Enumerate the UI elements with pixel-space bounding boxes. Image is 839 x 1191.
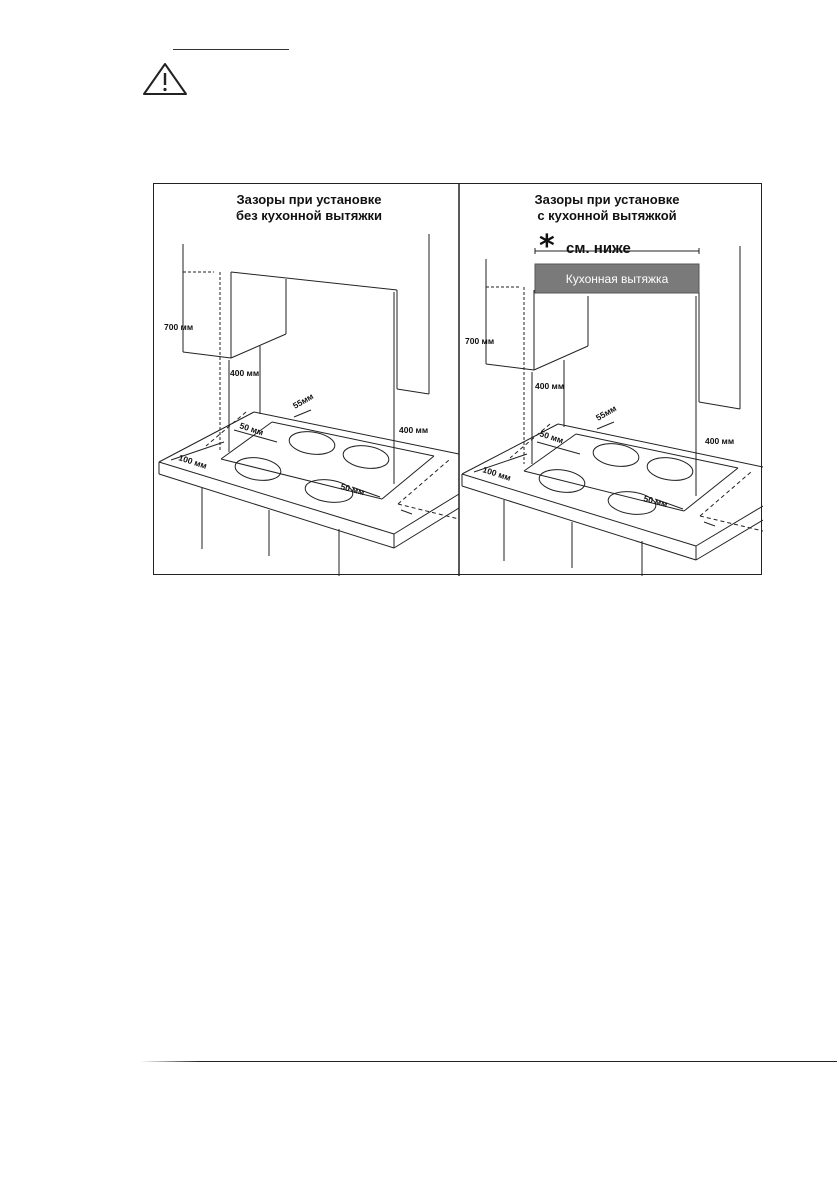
label-cabinet-height: 700 мм <box>164 322 194 332</box>
label-above-hob: 400 мм <box>535 381 565 391</box>
warning-icon <box>142 62 188 96</box>
label-wall-right: 400 мм <box>705 436 735 446</box>
installation-clearance-figure <box>153 183 762 575</box>
label-above-hob: 400 мм <box>230 368 260 378</box>
footer-rule-fade <box>140 1060 200 1063</box>
label-front-gap: 100 мм <box>481 464 513 483</box>
top-rule <box>173 49 289 50</box>
hood-label: Кухонная вытяжка <box>565 272 669 286</box>
label-side-gap-right: 50 мм <box>339 481 366 498</box>
label-wall-right: 400 мм <box>399 425 429 435</box>
note-see-below: см. ниже <box>566 240 631 257</box>
label-back-gap: 55мм <box>291 391 316 411</box>
label-side-gap-right: 50 мм <box>642 493 669 510</box>
panel-right-title-line1: Зазоры при установке <box>534 192 680 207</box>
panel-right-title <box>512 192 702 224</box>
panel-left-title-line2: без кухонной вытяжки <box>235 208 383 223</box>
figure-drawing <box>154 184 763 576</box>
panel-left-title-line1: Зазоры при установке <box>236 192 382 207</box>
note-asterisk: * <box>539 229 555 264</box>
label-back-gap: 55мм <box>594 403 619 423</box>
panel-left-title <box>214 192 404 224</box>
label-cabinet-height: 700 мм <box>465 336 495 346</box>
panel-right-title-line2: с кухонной вытяжкой <box>537 208 677 223</box>
label-front-gap: 100 мм <box>177 452 209 471</box>
label-side-gap-left: 50 мм <box>238 420 265 438</box>
footer-rule <box>140 1061 837 1062</box>
label-side-gap-left: 50 мм <box>538 428 565 446</box>
panel-left <box>159 234 459 576</box>
panel-left-labels <box>164 322 428 497</box>
